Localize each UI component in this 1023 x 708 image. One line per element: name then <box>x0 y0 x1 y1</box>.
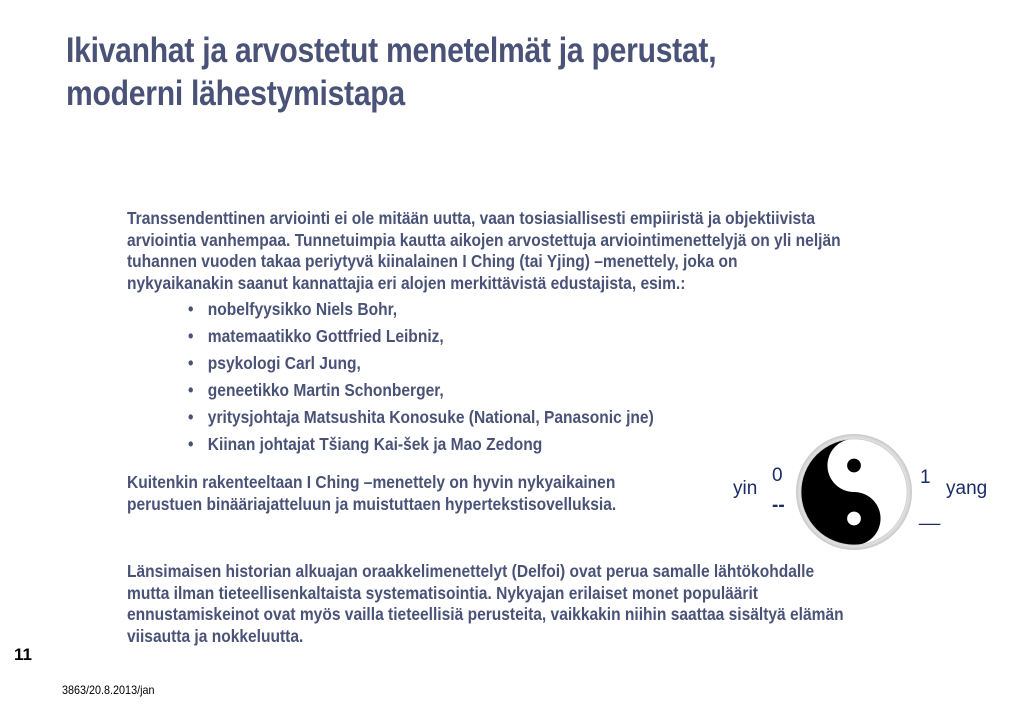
intro-paragraph <box>127 208 973 294</box>
yin-yang-icon <box>795 433 913 551</box>
yin-symbol: -- <box>772 495 785 516</box>
intro-line: arviointia vanhempaa. Tunnetuimpia kautta aikojen arvostettuja arviointimenettelyjä on yli neljän <box>127 229 841 250</box>
list-item: • nobelfyysikko Niels Bohr, <box>188 296 654 323</box>
yin-label: yin <box>733 478 758 499</box>
footer-reference: 3863/20.8.2013/jan <box>62 683 155 697</box>
modern-line: Kuitenkin rakenteeltaan I Ching –menettely on hyvin nykyaikainen <box>127 472 616 492</box>
western-line: mutta ilman tieteellisenkaltaista systematisointia. Nykyajan erilaiset monet populäärit <box>127 582 758 603</box>
list-item: • Kiinan johtajat Tšiang Kai-šek ja Mao Zedong <box>188 431 654 458</box>
list-item: • yritysjohtaja Matsushita Konosuke (National, Panasonic jne) <box>188 404 654 431</box>
page-number: 11 <box>14 645 32 664</box>
title-line-2: moderni lähestymistapa <box>66 73 405 113</box>
modern-paragraph <box>127 472 757 515</box>
yang-symbol: __ <box>919 505 941 526</box>
intro-line: Transsendenttinen arviointi ei ole mitään uutta, vaan tosiasiallisesti empiiristä ja objektiivista <box>127 208 816 228</box>
western-paragraph <box>127 561 1009 647</box>
yang-value: 1 <box>920 467 931 488</box>
supporters-list <box>188 296 654 458</box>
western-line: viisautta ja nokkeluutta. <box>127 625 304 646</box>
slide-title <box>66 30 840 115</box>
list-item: • psykologi Carl Jung, <box>188 350 654 377</box>
yang-label: yang <box>946 478 988 499</box>
title-line-1: Ikivanhat ja arvostetut menetelmät ja perustat, <box>66 31 717 70</box>
western-line: Länsimaisen historian alkuajan oraakkelimenettelyt (Delfoi) ovat perua samalle lähtökohdalle <box>127 561 815 581</box>
intro-line: nykyaikanakin saanut kannattajia eri alojen merkittävistä edustajista, esim.: <box>127 272 686 293</box>
western-line: ennustamiskeinot ovat myös vailla tieteellisiä perusteita, vaikkakin niihin saattaa sisältyä elämän <box>127 604 844 624</box>
list-item: • matemaatikko Gottfried Leibniz, <box>188 323 654 350</box>
yin-value: 0 <box>772 465 783 486</box>
modern-line: perustuen binääriajatteluun ja muistuttaen hypertekstisovelluksia. <box>127 493 617 514</box>
intro-line: tuhannen vuoden takaa periytyvä kiinalainen I Ching (tai Yjing) –menettely, joka on <box>127 251 738 271</box>
list-item: • geneetikko Martin Schonberger, <box>188 377 654 404</box>
